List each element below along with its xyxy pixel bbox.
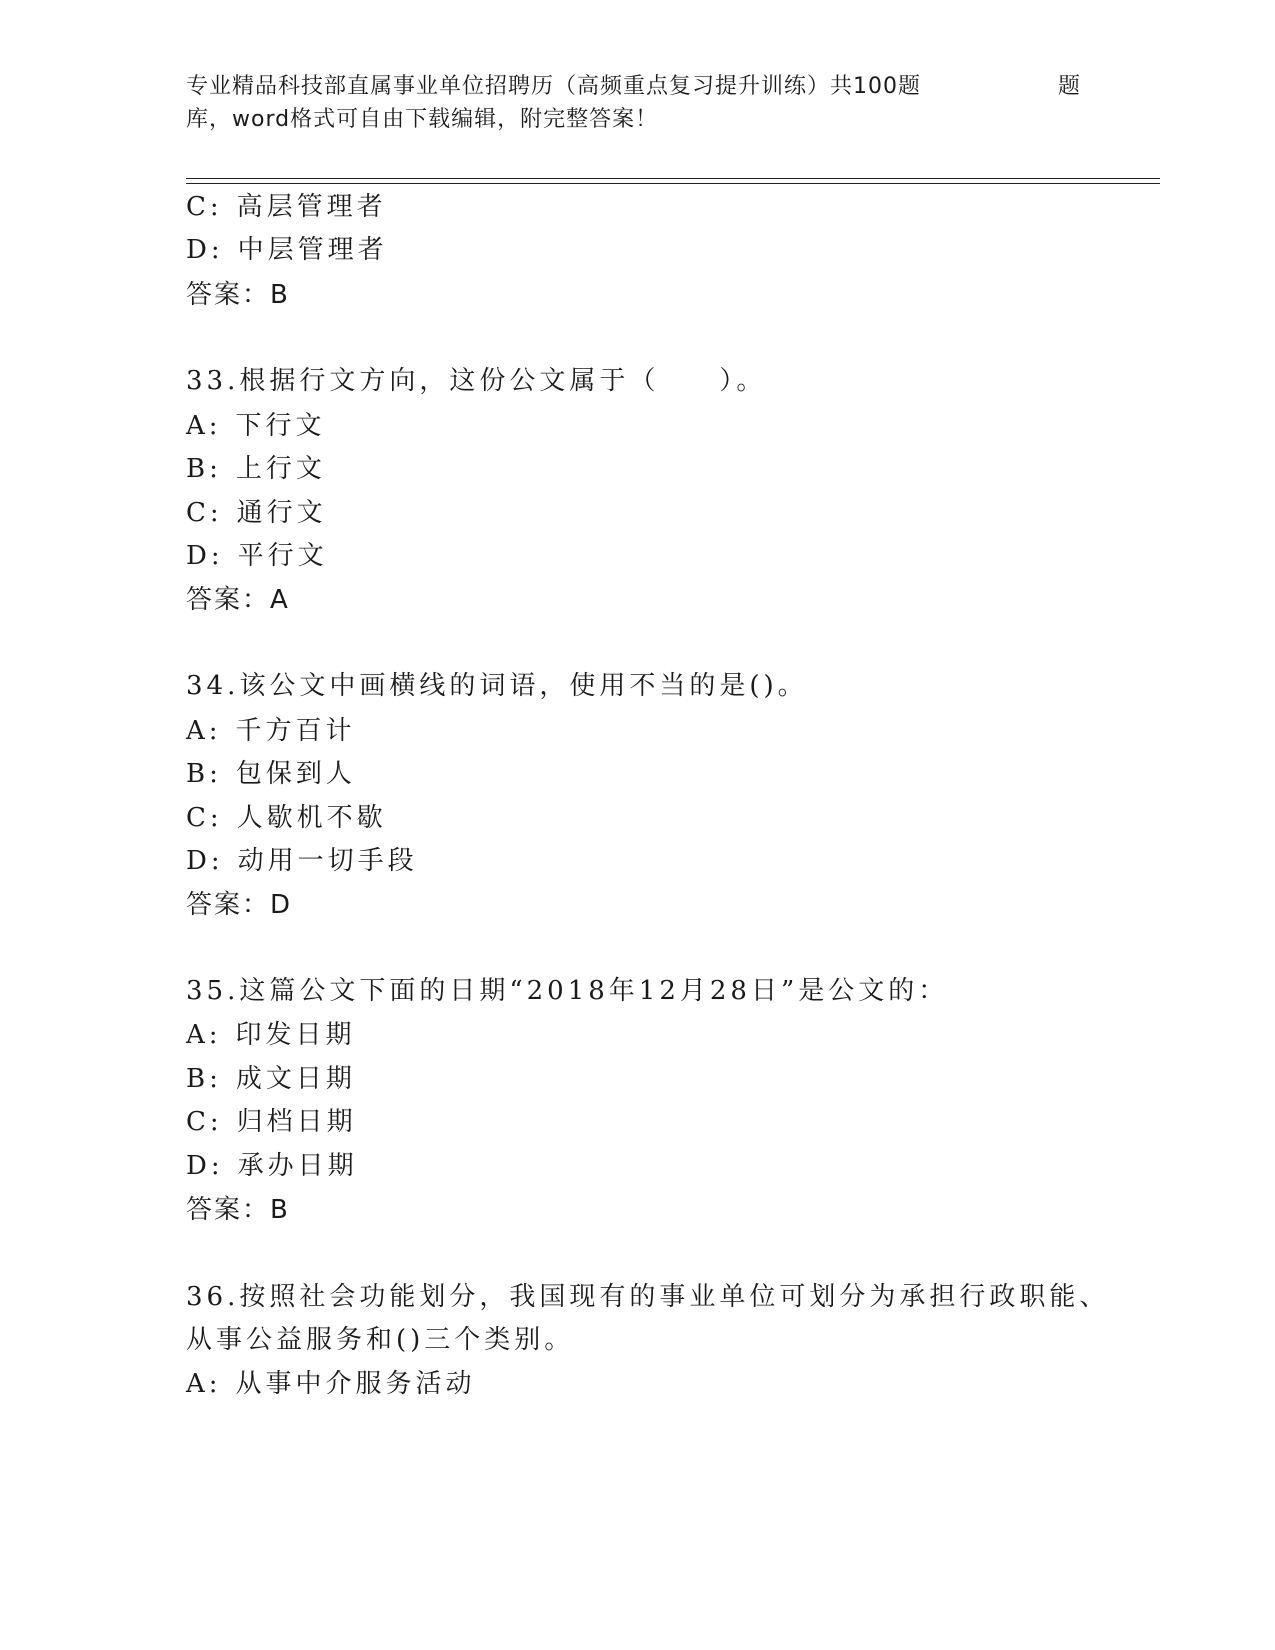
option-c [186,497,327,529]
option-d [186,540,328,572]
option-text: 千方百计 [235,716,356,746]
option-text: 下行文 [235,411,326,441]
question-stem-34: 34.该公文中画横线的词语，使用不当的是()。 [186,671,808,701]
answer-line: 答案：B [186,1195,290,1225]
question-stem-36-cont: 从事公益服务和()三个类别。 [186,1325,575,1355]
option-key: C: [186,498,223,528]
option-text: 承办日期 [237,1151,358,1181]
option-d [186,845,418,877]
option-text: 人歇机不歇 [236,803,387,833]
option-b [186,1063,356,1095]
option-text: 上行文 [235,454,326,484]
option-d [186,234,388,266]
option-a [186,715,356,747]
option-key: D: [186,235,224,265]
option-key: A: [186,1369,222,1399]
option-key: A: [186,716,222,746]
header-title: 专业精品科技部直属事业单位招聘历（高频重点复习提升训练）共100题 [186,74,921,99]
option-d [186,1150,358,1182]
header-divider-top [186,178,1160,179]
option-text: 归档日期 [236,1107,357,1137]
question-stem-36: 36.按照社会功能划分，我国现有的事业单位可划分为承担行政职能、 [186,1282,1110,1312]
option-text: 中层管理者 [237,235,388,265]
option-a [186,1019,356,1051]
option-c [186,802,387,834]
option-text: 高层管理者 [236,192,387,222]
option-text: 包保到人 [235,759,356,789]
option-key: B: [186,759,222,789]
question-stem-35: 35.这篇公文下面的日期“2018年12月28日”是公文的： [186,976,949,1006]
document-header [186,70,1091,136]
option-text: 动用一切手段 [237,846,418,876]
option-key: B: [186,454,222,484]
option-key: A: [186,411,222,441]
question-stem-33: 33.根据行文方向，这份公文属于（ ）。 [186,366,767,396]
option-text: 平行文 [237,541,328,571]
option-key: D: [186,541,224,571]
header-line-2: 库，word格式可自由下载编辑，附完整答案！ [186,107,659,132]
answer-line: 答案：A [186,585,290,615]
option-key: A: [186,1020,222,1050]
option-b [186,453,326,485]
option-key: C: [186,192,223,222]
header-title-tail: 题 [1058,74,1082,99]
option-key: C: [186,1107,223,1137]
option-c [186,1106,357,1138]
option-key: C: [186,803,223,833]
option-text: 印发日期 [235,1020,356,1050]
header-divider-bottom [186,183,1160,184]
option-key: B: [186,1064,222,1094]
option-key: D: [186,1151,224,1181]
option-c [186,191,387,223]
option-a [186,1368,476,1400]
option-b [186,758,356,790]
answer-line: 答案：B [186,280,290,310]
option-text: 从事中介服务活动 [235,1369,476,1399]
header-line-1 [186,70,1091,103]
option-key: D: [186,846,224,876]
option-a [186,410,326,442]
option-text: 通行文 [236,498,327,528]
answer-line: 答案：D [186,890,293,920]
option-text: 成文日期 [235,1064,356,1094]
